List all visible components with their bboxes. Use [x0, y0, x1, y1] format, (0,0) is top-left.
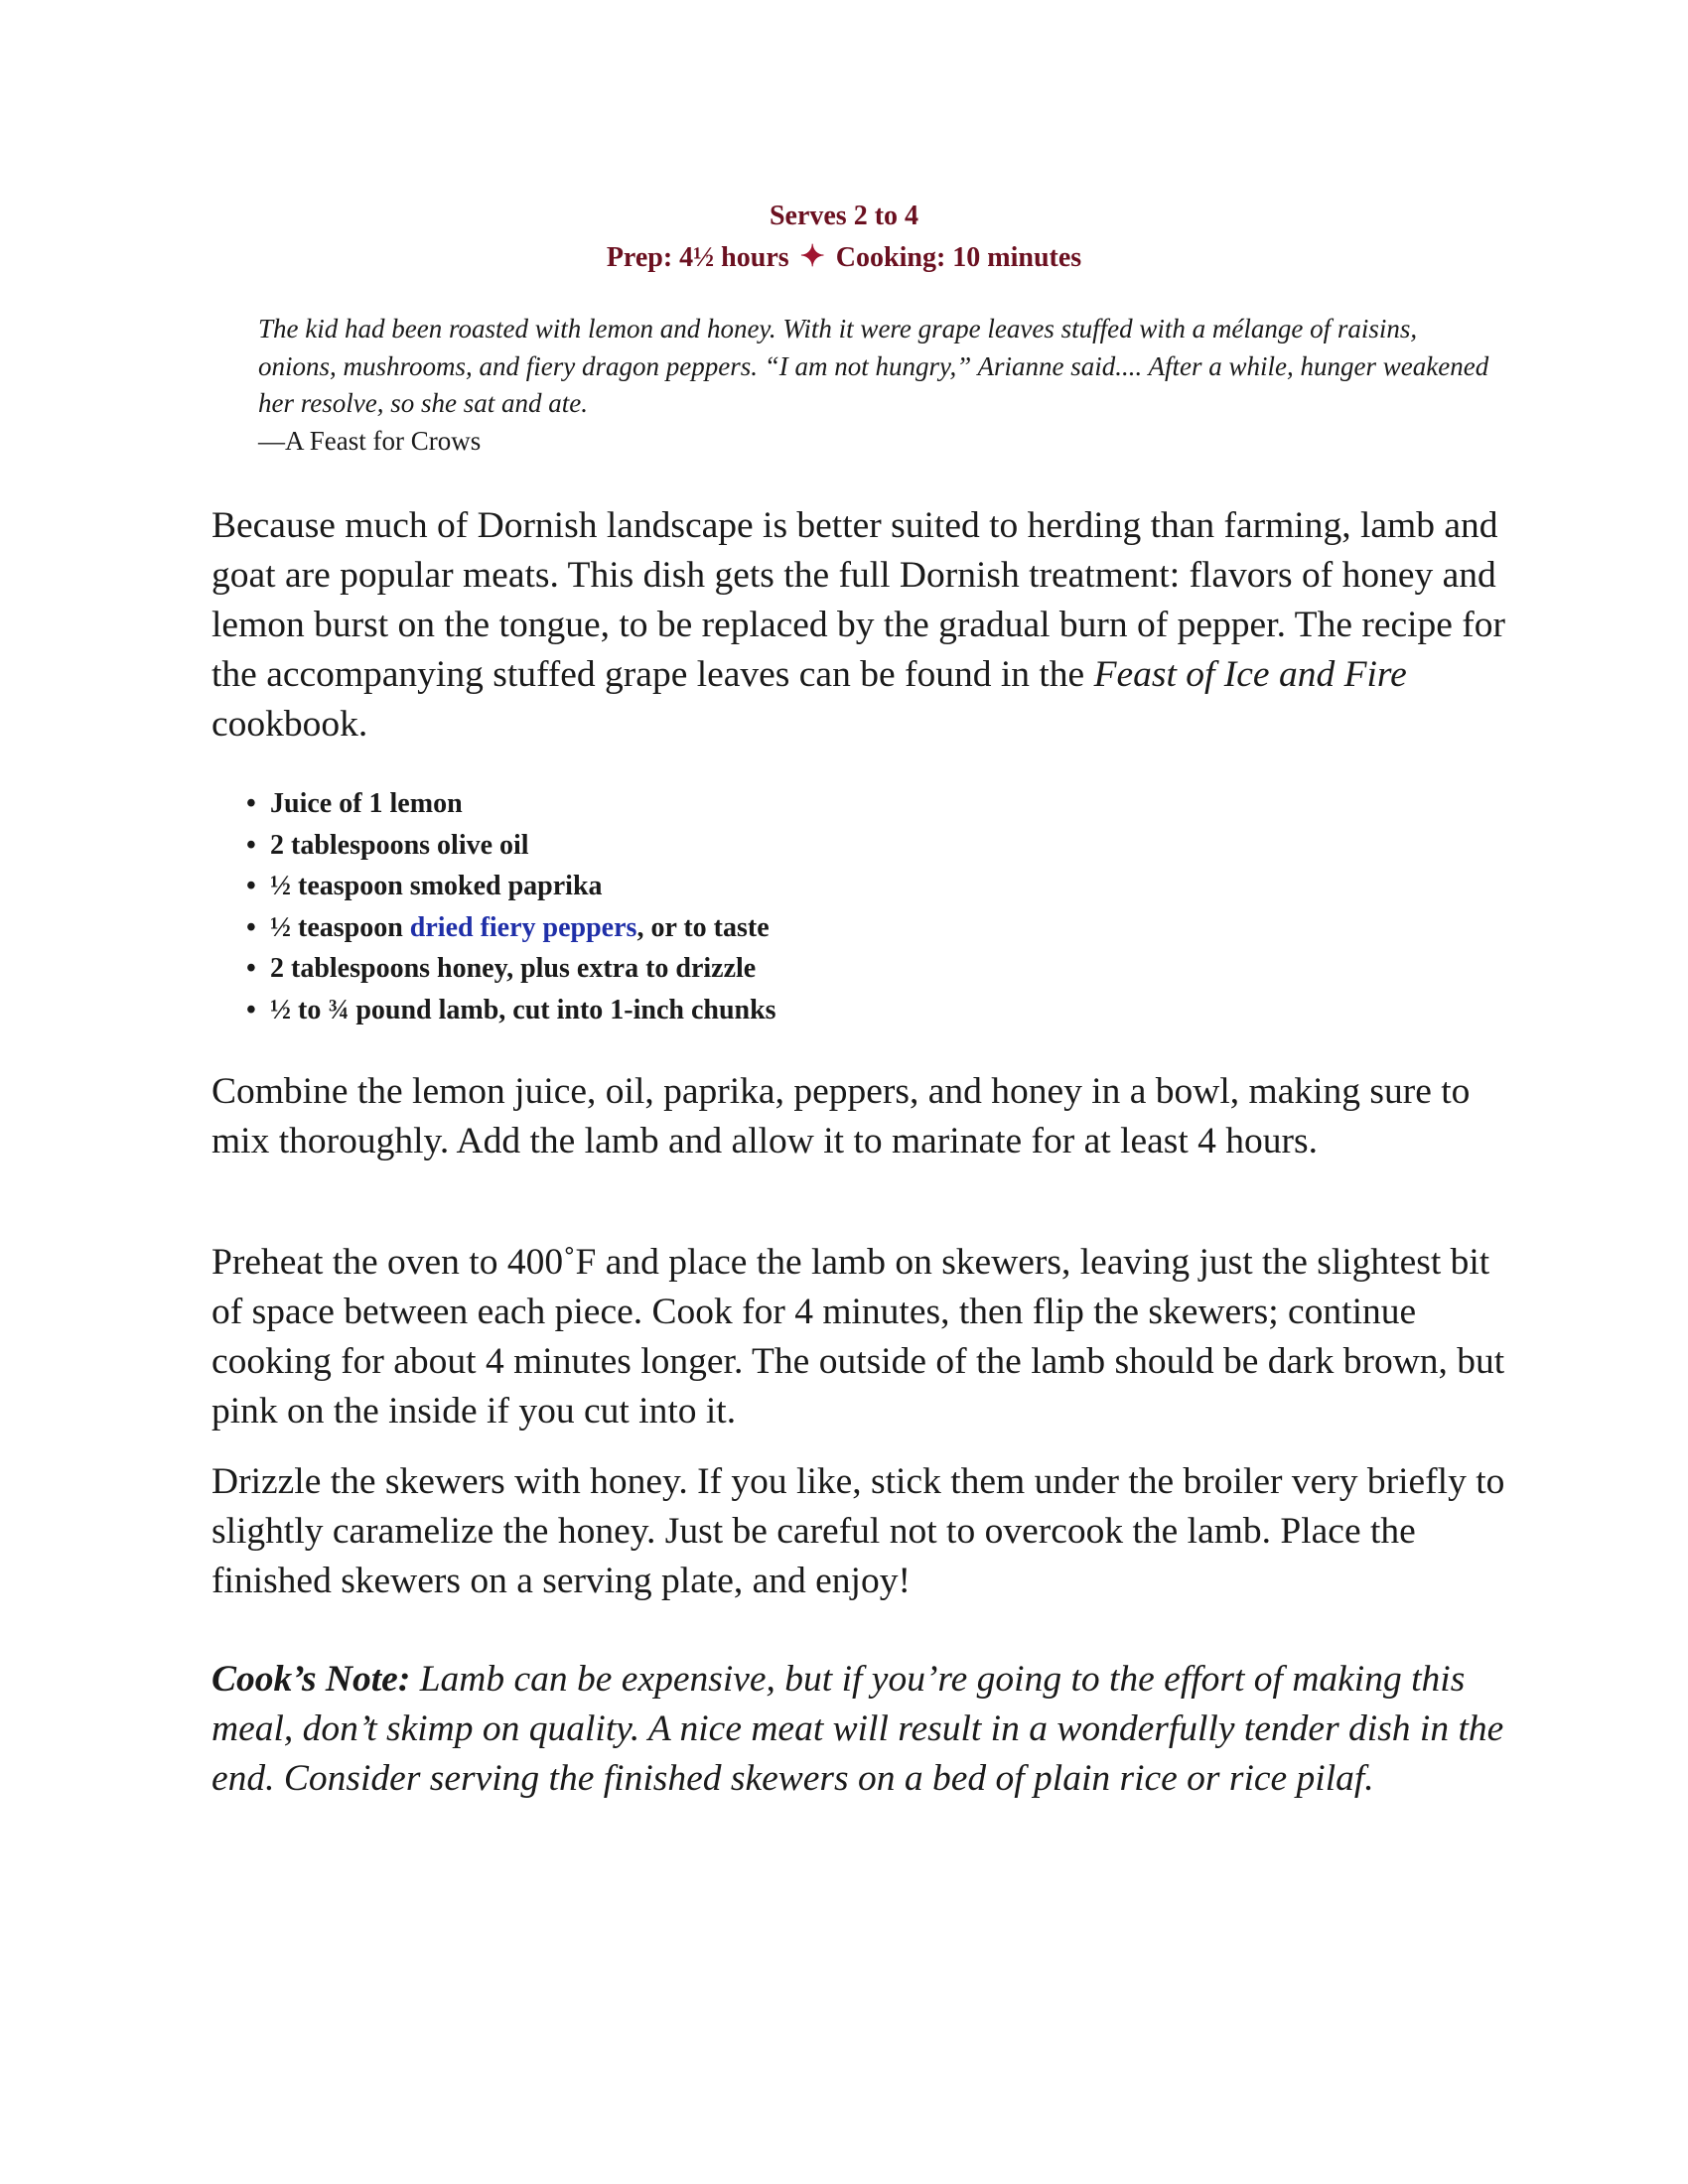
intro-paragraph [211, 501, 1522, 750]
ingredient-item: • ½ teaspoon smoked paprika [246, 866, 776, 907]
prep-time: Prep: 4½ hours [606, 242, 789, 273]
ingredient-list [246, 783, 776, 1031]
ingredient-item [246, 907, 776, 949]
ingredient-item: • 2 tablespoons honey, plus extra to drizzle [246, 948, 776, 990]
book-title: Feast of Ice and Fire [1093, 654, 1407, 695]
epigraph-quote: The kid had been roasted with lemon and honey. With it were grape leaves stuffed with a mélange of raisins, onions, mushrooms, and fiery dragon peppers. “I am not hungry,” Arianne said.... After a while, hunger weakened her resolve, so she sat and ate. [258, 314, 1489, 418]
epigraph-source: —A Feast for Crows [258, 425, 482, 456]
step-paragraph: Combine the lemon juice, oil, paprika, peppers, and honey in a bowl, making sure to mix thoroughly. Add the lamb and allow it to marinate for at least 4 hours. [211, 1071, 1471, 1161]
ingredient-text: ½ teaspoon [270, 911, 410, 943]
ingredient-item: • Juice of 1 lemon [246, 783, 776, 825]
step-paragraph: Preheat the oven to 400˚F and place the lamb on skewers, leaving just the slightest bit of space between each piece. Cook for 4 minutes, then flip the skewers; continue cooking for about 4 minutes longer. The outside of the lamb should be dark brown, but pink on the inside if you cut into it. [211, 1242, 1505, 1432]
star-icon: ✦ [799, 240, 825, 273]
ingredient-item: • ½ to ¾ pound lamb, cut into 1-inch chunks [246, 990, 776, 1031]
cooks-note-label: Cook’s Note: [211, 1659, 411, 1700]
cooks-note [211, 1655, 1522, 1804]
ingredient-item: • 2 tablespoons olive oil [246, 825, 776, 867]
time-line [0, 237, 1688, 278]
step-paragraph: Drizzle the skewers with honey. If you like, stick them under the broiler very briefly to slightly caramelize the honey. Just be careful not to overcook the lamb. Place the finished skewers on a serving plate, and enjoy! [211, 1461, 1505, 1601]
dried-fiery-peppers-link[interactable]: dried fiery peppers [409, 911, 637, 943]
ingredient-text: , or to taste [636, 911, 770, 943]
intro-text: Because much of Dornish landscape is better suited to herding than farming, lamb and goat are popular meats. This dish gets the full Dornish treatment: flavors of honey and lemon burst on the tongue, to be replaced by the gradual burn of pepper. The recipe for the accompanying stuffed grape leaves can be found in the [211, 505, 1506, 695]
epigraph [258, 311, 1489, 460]
intro-text-end: cookbook. [211, 704, 368, 745]
serves-line: Serves 2 to 4 [769, 201, 919, 231]
cooks-note-text: Lamb can be expensive, but if you’re going to the effort of making this meal, don’t skimp on quality. A nice meat will result in a wonderfully tender dish in the end. Consider serving the finished skewers on a bed of plain rice or rice pilaf. [211, 1659, 1504, 1799]
cooking-time: Cooking: 10 minutes [835, 242, 1082, 273]
